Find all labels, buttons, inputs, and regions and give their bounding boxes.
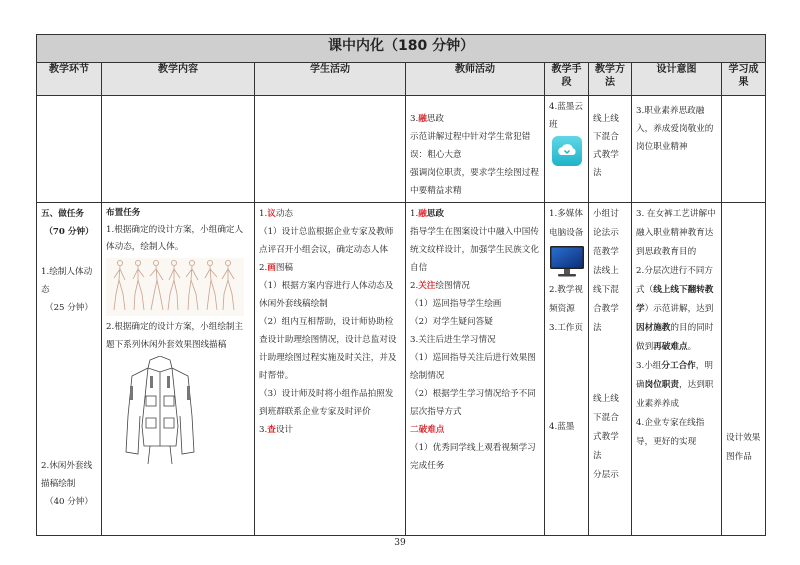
means-m4: 4.蓝墨 [549,422,575,432]
teacher-t2-rest: 绘图情况 [435,281,470,291]
student-s3-rest: 设计 [275,425,294,435]
teacher-t1-rest: 思政 [426,209,445,219]
row1-method-text: 线上线下混合式教学法 [593,114,619,178]
table-title: 课中内化（180 分钟） [37,35,766,63]
jacket-line-drawing [120,356,200,468]
intent-i3-a: 3.小组 [636,361,662,371]
row1-content [102,96,255,203]
row1-method [589,96,632,203]
stage-item2-a: 2.休闲外套线描稿绘制 [41,461,93,489]
result-text: 设计效果图作品 [726,433,761,462]
student-s2-rest: 图稿 [275,263,294,273]
teacher-t2-text2: （2）对学生疑问答疑 [410,317,493,327]
teacher-t3-text1: （1）巡回指导关注后进行效果图绘制情况 [410,353,536,381]
student-s1-num: 1. [259,209,268,219]
header-means: 教学手段 [545,63,589,96]
student-s2-key: 画 [267,263,276,273]
teacher-breakthrough: 二破难点 [410,425,445,435]
teacher-t1-text: 指导学生在图案设计中融入中国传统文纹样设计，加强学生民族文化自信 [410,227,539,273]
row2-means [545,203,589,536]
row1-stage [37,96,102,203]
teacher-t3: 3.关注后进生学习情况 [410,335,496,345]
intent-i3-c: ，明确 [636,361,713,390]
intent-i2-f: 再破难点 [653,342,688,352]
row2-content [102,203,255,536]
teacher-t1-key: 融 [418,209,427,219]
method-b: 线上线下混合式教学法 [593,394,619,461]
row1-result [722,96,766,203]
content-p1: 1.根据确定的设计方案，小组确定人体动态，绘制人体。 [106,225,244,252]
row1-means [545,96,589,203]
content-p2: 2.根据确定的设计方案，小组绘制主题下系列休闲外套效果图线描稿 [106,322,244,350]
stage-item2-b: （40 分钟） [44,497,94,507]
stage-title1: 五、做任务 [41,209,84,219]
intent-i2-e: 的目的同时做到 [636,323,714,352]
student-s2-num: 2. [259,263,268,273]
intent-i2-a: 2.分层次进行不同方式（ [636,266,713,295]
row2-teacher [406,203,545,536]
intent-i4: 4.企业专家在线指导，更好的实现 [636,418,705,447]
header-intent: 设计意图 [632,63,722,96]
intent-i2-d: 因材施教 [636,323,671,333]
row2-student [255,203,406,536]
student-s2-text1: （1）根据方案内容进行人体动态及休闲外套线稿绘制 [259,281,394,309]
method-c: 分层示 [593,470,619,480]
row2-intent [632,203,722,536]
row1-teacher [406,96,545,203]
header-teacher: 教师活动 [406,63,545,96]
student-s1-text: （1）设计总监根据企业专家及教师点评召开小组会议，确定动态人体 [259,227,394,255]
intent-i2-b: 线上线下翻转教学 [636,285,714,314]
means-m3: 3.工作页 [549,323,583,333]
teacher-t2-key: 关注 [418,281,436,291]
stage-title2: （70 分钟） [44,227,94,237]
intent-i2-g: 。 [687,342,697,352]
teacher-t2-text1: （1）巡回指导学生绘画 [410,299,502,309]
teacher-t4-text: （1）优秀同学线上观看视频学习完成任务 [410,443,536,471]
intent-i2-c: ）示范讲解，达到 [644,304,714,314]
content-heading: 布置任务 [106,208,141,218]
row1-student [255,96,406,203]
intent-i3-e: ，达到职业素养养成 [636,380,714,409]
row1-teacher-rest: 思政 [426,114,445,124]
teacher-t2-num: 2. [410,281,419,291]
row1-teacher-num: 3. [410,114,419,124]
teacher-t1-num: 1. [410,209,419,219]
student-s2-text2: （2）组内互相帮助，设计师协助检查设计助理绘图情况，设计总监对设计助理绘图过程实施及时关注，并及时帮带。 [259,317,397,381]
intent-i1: 3. 在女裤工艺讲解中融入职业精神教育达到思政教育目的 [636,209,716,257]
row2-stage [37,203,102,536]
lesson-plan-table [36,34,766,536]
student-s3-key: 查 [267,425,276,435]
intent-i3-b: 分工合作 [661,361,696,371]
header-result: 学习成果 [722,63,766,96]
row2-result [722,203,766,536]
page-number: 39 [394,538,406,548]
header-content: 教学内容 [102,63,255,96]
row1-intent-text: 3.职业素养思政融入，养成爱岗敬业的岗位职业精神 [636,106,714,152]
row1-intent [632,96,722,203]
stage-item1-b: （25 分钟） [44,303,94,313]
header-method: 教学方法 [589,63,632,96]
row1-teacher-text2: 强调岗位职责，要求学生绘图过程中要精益求精 [410,168,539,196]
student-s3-num: 3. [259,425,268,435]
computer-monitor-icon [549,245,585,279]
student-s1-key: 议 [267,209,276,219]
student-s1-rest: 动态 [275,209,294,219]
row1-means-text: 4.蓝墨云班 [549,102,583,130]
stage-item1-a: 1.绘制人体动态 [41,267,93,295]
row2-method [589,203,632,536]
row1-teacher-text1: 示范讲解过程中针对学生常犯错误：粗心大意 [410,132,531,160]
fashion-figure-sketch [106,258,244,316]
teacher-t3-text2: （2）根据学生学习情况给予不同层次指导方式 [410,389,536,417]
means-m2: 2.教学视频资源 [549,285,583,314]
header-stage: 教学环节 [37,63,102,96]
header-student: 学生活动 [255,63,406,96]
intent-i3-d: 岗位职责 [644,380,679,390]
student-s2-text3: （3）设计师及时将小组作品拍照发到班群联系企业专家及时评价 [259,389,394,417]
method-a: 小组讨论法示范教学法线上线下混合教学法 [593,209,619,333]
cloud-class-app-icon [552,136,582,166]
means-m1: 1.多媒体电脑设备 [549,209,584,238]
row1-teacher-key: 融 [418,114,427,124]
